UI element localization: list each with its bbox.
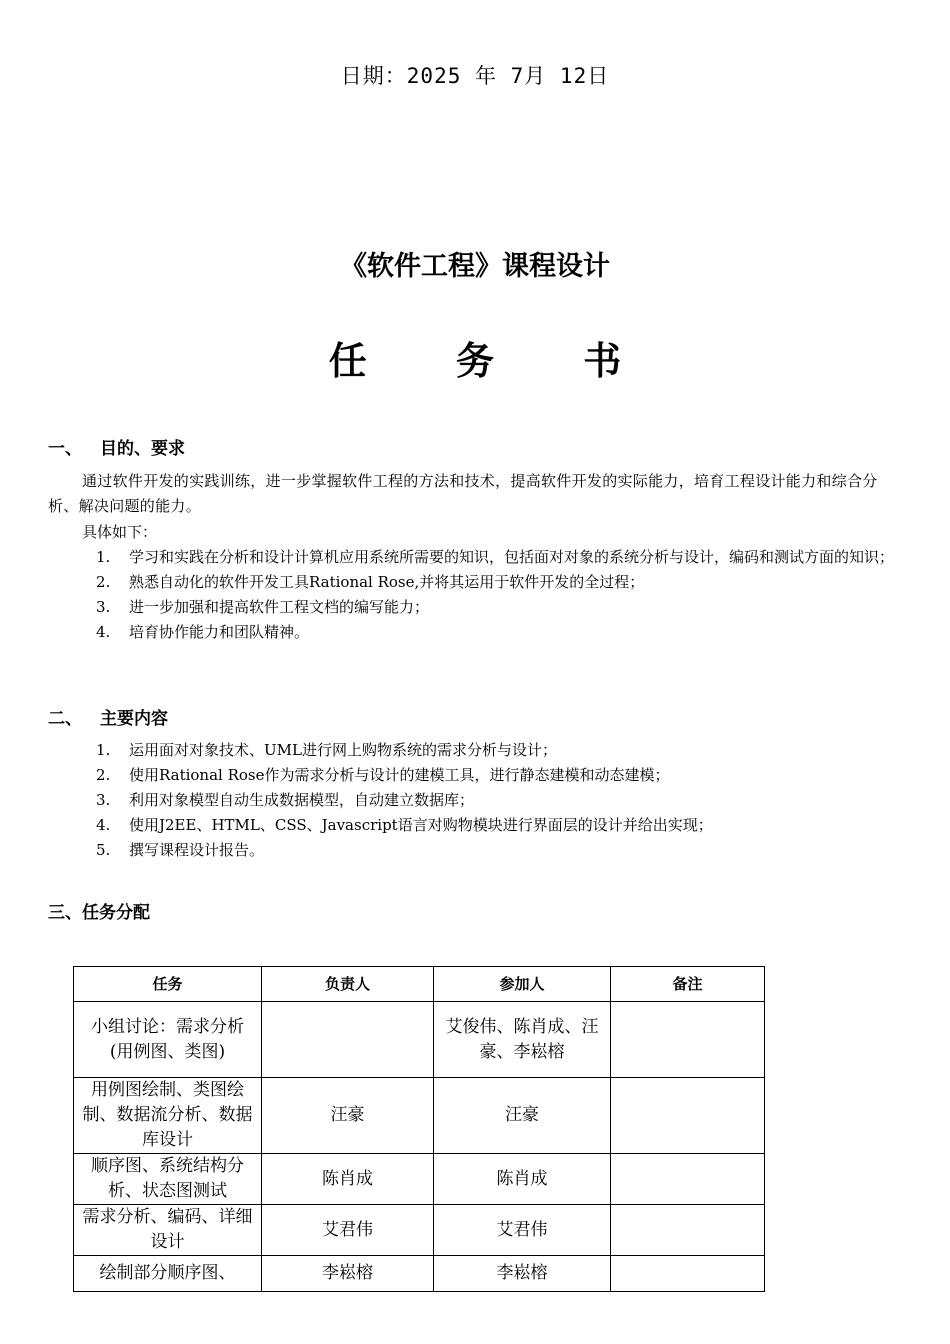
- column-header-task: 任务: [74, 967, 262, 1002]
- item-number: 1.: [96, 741, 111, 759]
- section-title: 主要内容: [100, 709, 168, 729]
- item-text: 学习和实践在分析和设计计算机应用系统所需要的知识，包括面对对象的系统分析与设计，编码和测试方面的知识；: [129, 548, 895, 566]
- cell-members: 汪豪: [434, 1078, 611, 1154]
- lead-text: 具体如下：: [82, 523, 158, 541]
- list-item: [96, 545, 904, 570]
- table-row: [74, 1078, 765, 1154]
- cell-members: 陈肖成: [434, 1154, 611, 1205]
- item-number: 3.: [96, 791, 111, 809]
- item-text: 培育协作能力和团队精神。: [129, 623, 310, 641]
- table-row: [74, 1002, 765, 1078]
- list-item: [96, 838, 904, 863]
- cell-owner: 陈肖成: [262, 1154, 434, 1205]
- item-number: 1.: [96, 548, 111, 566]
- cell-task: 用例图绘制、类图绘制、数据流分析、数据库设计: [74, 1078, 262, 1154]
- list-item: [96, 620, 904, 645]
- item-text: 进一步加强和提高软件工程文档的编写能力；: [129, 598, 430, 616]
- column-header-owner: 负责人: [262, 967, 434, 1002]
- list-item: [96, 738, 904, 763]
- list-item: [96, 595, 904, 620]
- item-text: 运用面对对象技术、UML进行网上购物系统的需求分析与设计；: [129, 741, 557, 759]
- item-number: 4.: [96, 623, 111, 641]
- cell-note: [611, 1154, 765, 1205]
- requirements-list: [96, 545, 904, 645]
- cell-owner: 艾君伟: [262, 1205, 434, 1256]
- item-number: 3.: [96, 598, 111, 616]
- cell-owner: [262, 1002, 434, 1078]
- cell-note: [611, 1002, 765, 1078]
- cell-owner: 李崧榕: [262, 1256, 434, 1292]
- document-title: 任 务 书: [328, 339, 660, 383]
- section-number: 一、: [48, 439, 82, 459]
- item-text: 熟悉自动化的软件开发工具Rational Rose,并将其运用于软件开发的全过程；: [129, 573, 645, 591]
- table-row: [74, 1154, 765, 1205]
- section-heading-2: [48, 704, 168, 729]
- cell-members: 艾君伟: [434, 1205, 611, 1256]
- content-list: [96, 738, 904, 863]
- item-text: 使用J2EE、HTML、CSS、Javascript语言对购物模块进行界面层的设计并给出实现；: [129, 816, 713, 834]
- item-number: 4.: [96, 816, 111, 834]
- item-number: 5.: [96, 841, 111, 859]
- column-header-members: 参加人: [434, 967, 611, 1002]
- cell-task: 需求分析、编码、详细设计: [74, 1205, 262, 1256]
- item-number: 2.: [96, 573, 111, 591]
- section-heading-1: [48, 434, 185, 459]
- cell-task: 小组讨论：需求分析(用例图、类图): [74, 1002, 262, 1078]
- intro-paragraph: 通过软件开发的实践训练，进一步掌握软件工程的方法和技术，提高软件开发的实际能力，培育工程设计能力和综合分析、解决问题的能力。: [48, 472, 878, 515]
- list-item: [96, 570, 904, 595]
- list-item: [96, 788, 904, 813]
- course-title: 《软件工程》课程设计: [340, 251, 610, 282]
- table-header-row: [74, 967, 765, 1002]
- item-text: 撰写课程设计报告。: [129, 841, 265, 859]
- table-row: [74, 1205, 765, 1256]
- section-number: 二、: [48, 709, 82, 729]
- table-row: [74, 1256, 765, 1292]
- cell-note: [611, 1205, 765, 1256]
- column-header-note: 备注: [611, 967, 765, 1002]
- cell-task: 顺序图、系统结构分析、状态图测试: [74, 1154, 262, 1205]
- cell-note: [611, 1256, 765, 1292]
- list-item: [96, 763, 904, 788]
- cell-members: 艾俊伟、陈肖成、汪豪、李崧榕: [434, 1002, 611, 1078]
- cell-task: 绘制部分顺序图、: [74, 1256, 262, 1292]
- item-number: 2.: [96, 766, 111, 784]
- cell-owner: 汪豪: [262, 1078, 434, 1154]
- task-allocation-table: [73, 966, 765, 1292]
- list-item: [96, 813, 904, 838]
- cell-note: [611, 1078, 765, 1154]
- cell-members: 李崧榕: [434, 1256, 611, 1292]
- item-text: 利用对象模型自动生成数据模型，自动建立数据库；: [129, 791, 475, 809]
- date-line: 日期：2025 年 7月 12日: [340, 64, 610, 88]
- section-heading-3: 三、任务分配: [48, 903, 150, 923]
- item-text: 使用Rational Rose作为需求分析与设计的建模工具，进行静态建模和动态建模；: [129, 766, 670, 784]
- section-title: 目的、要求: [100, 439, 185, 459]
